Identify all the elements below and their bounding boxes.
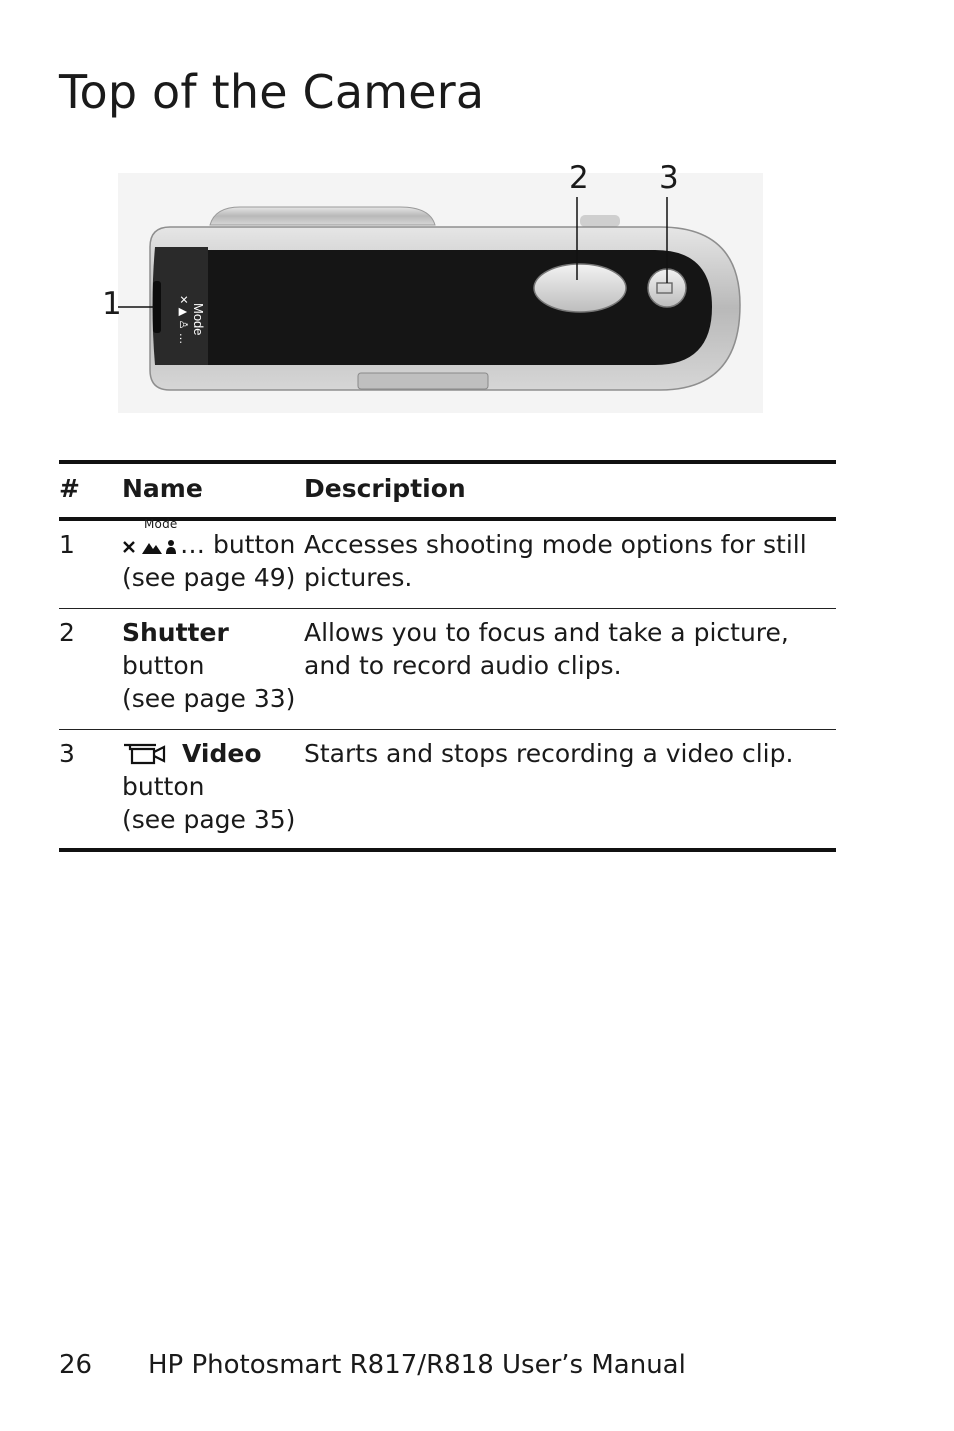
page-number: 26 — [59, 1350, 93, 1380]
row-description: Accesses shooting mode options for still pictures. — [304, 519, 836, 609]
callout-2: 2 — [569, 160, 589, 196]
row-number: 2 — [59, 609, 122, 730]
row-name-bold: Video — [182, 739, 262, 768]
shutter-button-illustration — [534, 264, 626, 312]
mode-icon-label: Mode — [144, 517, 178, 531]
lens-housing — [210, 207, 435, 225]
row-number: 3 — [59, 730, 122, 851]
mode-icon — [122, 517, 180, 556]
camera-body-black — [208, 250, 712, 365]
top-bump — [580, 215, 620, 227]
table-header-row — [59, 462, 836, 519]
mode-dial-label: Mode — [191, 303, 206, 336]
row-page-ref: (see page 49) — [122, 563, 296, 592]
row-number: 1 — [59, 519, 122, 609]
table-row — [59, 730, 836, 851]
row-name-suffix: … button — [180, 530, 296, 559]
table-row — [59, 609, 836, 730]
video-icon — [122, 742, 168, 766]
battery-latch — [358, 373, 488, 389]
mode-icon-symbols — [122, 538, 180, 556]
row-name-suffix: button — [122, 772, 205, 801]
row-name-bold: Shutter — [122, 618, 229, 647]
row-page-ref: (see page 33) — [122, 684, 296, 713]
header-name: Name — [122, 462, 304, 519]
manual-title: HP Photosmart R817/R818 User’s Manual — [148, 1350, 686, 1380]
row-name — [122, 730, 304, 851]
parts-table — [59, 460, 836, 852]
callout-1: 1 — [102, 286, 122, 322]
table-row — [59, 519, 836, 609]
row-name — [122, 519, 304, 609]
mode-dial-symbols: ✕ ▲ ♙ … — [177, 295, 190, 345]
row-description: Starts and stops recording a video clip. — [304, 730, 836, 851]
row-description: Allows you to focus and take a picture, and to record audio clips. — [304, 609, 836, 730]
header-number: # — [59, 462, 122, 519]
callout-3: 3 — [659, 160, 679, 196]
mode-dial-knob — [153, 281, 161, 333]
row-name-suffix: button — [122, 651, 205, 680]
page-title: Top of the Camera — [59, 65, 485, 119]
header-description: Description — [304, 462, 836, 519]
row-page-ref: (see page 35) — [122, 805, 296, 834]
row-name — [122, 609, 304, 730]
